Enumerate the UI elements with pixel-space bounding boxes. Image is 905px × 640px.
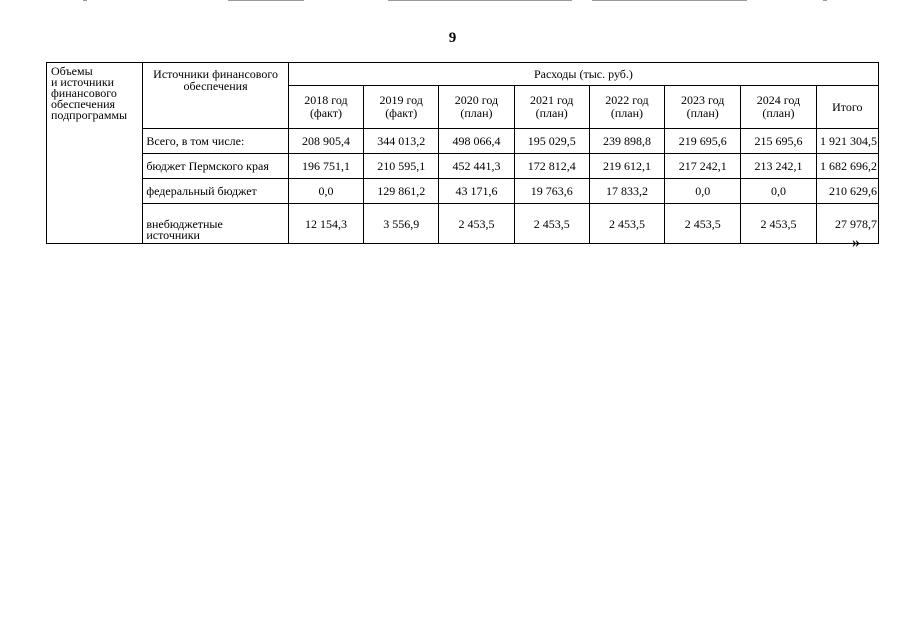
row-source: бюджет Пермского края	[143, 154, 289, 179]
closing-quote-mark: »	[852, 234, 860, 251]
top-rule	[83, 0, 87, 1]
year-header: 2022 год (план)	[589, 86, 664, 129]
row-source: федеральный бюджет	[143, 179, 289, 204]
table-cell: 172 812,4	[514, 154, 589, 179]
table-cell: 195 029,5	[514, 129, 589, 154]
row-source: внебюджетные источники	[143, 204, 289, 244]
year-header: 2019 год (факт)	[364, 86, 439, 129]
table-cell: 43 171,6	[439, 179, 514, 204]
table-cell: 2 453,5	[439, 204, 514, 244]
row-total: 1 921 304,5	[816, 129, 878, 154]
table-cell: 2 453,5	[741, 204, 816, 244]
table-cell: 0,0	[741, 179, 816, 204]
table-cell: 213 242,1	[741, 154, 816, 179]
expenses-header: Расходы (тыс. руб.)	[288, 63, 878, 86]
table-cell: 129 861,2	[364, 179, 439, 204]
year-header: 2024 год (план)	[741, 86, 816, 129]
table-cell: 0,0	[665, 179, 741, 204]
row-total: 210 629,6	[816, 179, 878, 204]
table-cell: 239 898,8	[589, 129, 664, 154]
table-cell: 0,0	[288, 179, 363, 204]
year-header: 2021 год (план)	[514, 86, 589, 129]
year-header: 2023 год (план)	[665, 86, 741, 129]
table-row	[47, 204, 879, 244]
table-cell: 452 441,3	[439, 154, 514, 179]
top-rule	[228, 0, 304, 1]
table-cell: 17 833,2	[589, 179, 664, 204]
table-cell: 3 556,9	[364, 204, 439, 244]
table-cell: 215 695,6	[741, 129, 816, 154]
page-number: 9	[448, 30, 457, 46]
table-cell: 498 066,4	[439, 129, 514, 154]
table-cell: 344 013,2	[364, 129, 439, 154]
top-rule	[388, 0, 572, 1]
sources-header: Источники финансового обеспечения	[143, 63, 289, 129]
table-cell: 2 453,5	[665, 204, 741, 244]
row-source: Всего, в том числе:	[143, 129, 289, 154]
table-cell: 2 453,5	[589, 204, 664, 244]
top-rule	[823, 0, 827, 1]
table-cell: 2 453,5	[514, 204, 589, 244]
region-label: Объемы и источники финансового обеспечения подпрограммы	[47, 63, 143, 244]
financing-table	[46, 62, 879, 244]
table-cell: 19 763,6	[514, 179, 589, 204]
row-total: 1 682 696,2	[816, 154, 878, 179]
table-cell: 208 905,4	[288, 129, 363, 154]
table-cell: 12 154,3	[288, 204, 363, 244]
table-row	[47, 129, 879, 154]
year-header: 2018 год (факт)	[288, 86, 363, 129]
table-row	[47, 179, 879, 204]
table-cell: 219 695,6	[665, 129, 741, 154]
top-rule	[592, 0, 747, 1]
table-cell: 219 612,1	[589, 154, 664, 179]
table-cell: 210 595,1	[364, 154, 439, 179]
year-header: 2020 год (план)	[439, 86, 514, 129]
table-cell: 217 242,1	[665, 154, 741, 179]
total-header: Итого	[816, 86, 878, 129]
row-total: 27 978,7	[816, 204, 878, 244]
header-row-1	[47, 63, 879, 86]
table-row	[47, 154, 879, 179]
table-cell: 196 751,1	[288, 154, 363, 179]
